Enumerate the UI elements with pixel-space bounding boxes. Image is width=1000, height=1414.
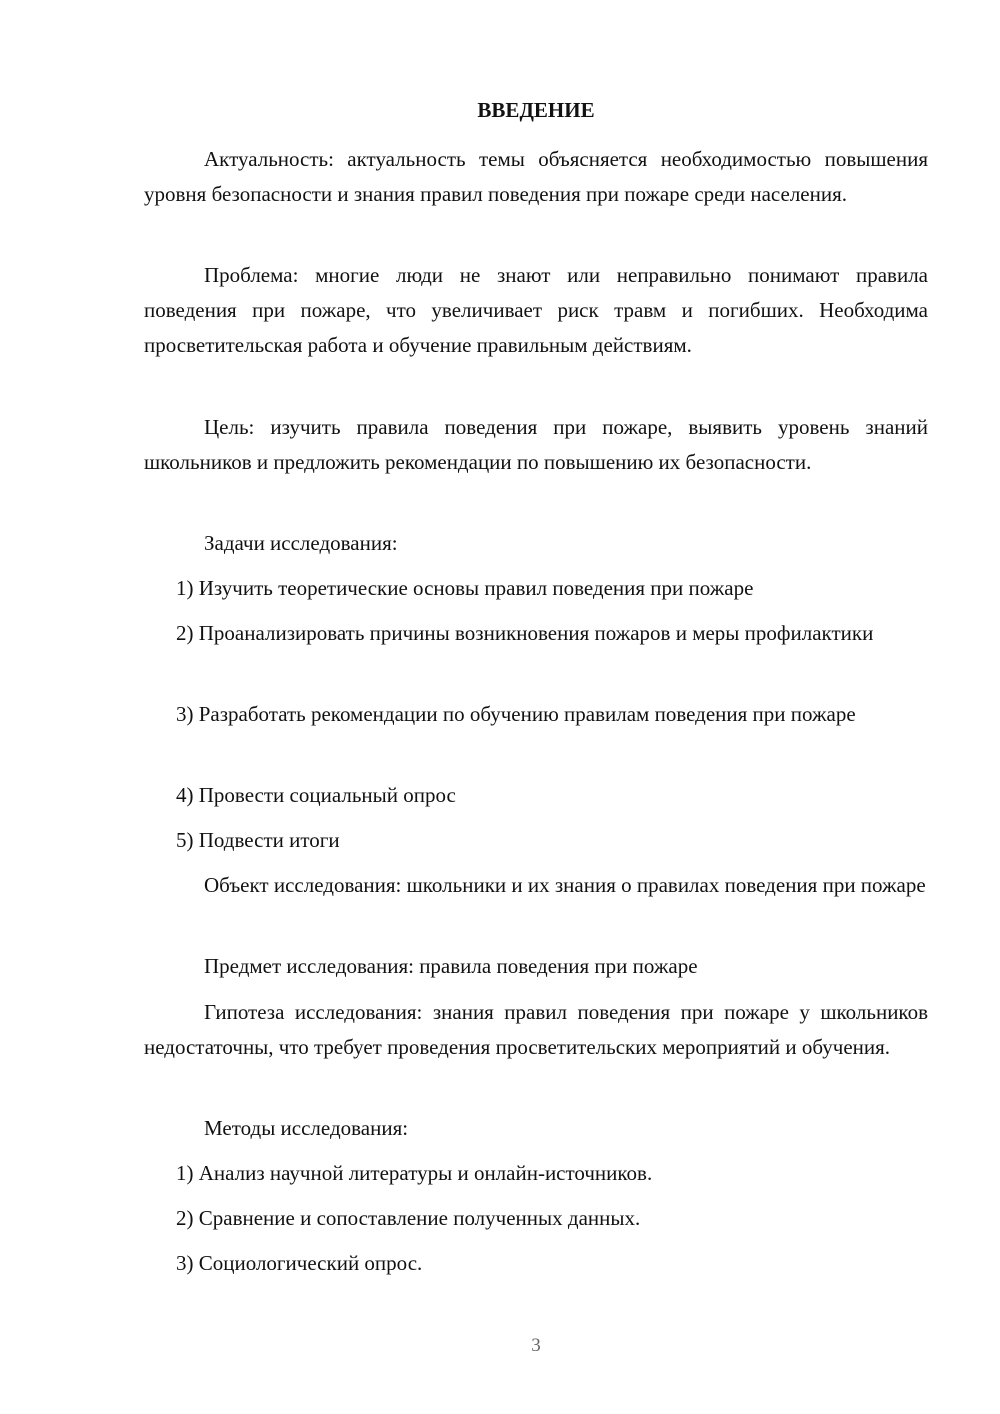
method-item: 3) Социологический опрос. bbox=[176, 1251, 423, 1275]
task-item: 3) Разработать рекомендации по обучению правилам поведения при пожаре bbox=[176, 702, 856, 726]
method-item: 2) Сравнение и сопоставление полученных данных. bbox=[176, 1206, 641, 1230]
task-item: 5) Подвести итоги bbox=[176, 828, 340, 852]
method-item: 1) Анализ научной литературы и онлайн-источников. bbox=[176, 1161, 653, 1185]
task-item: 4) Провести социальный опрос bbox=[176, 783, 456, 807]
methods-heading: Методы исследования: bbox=[204, 1116, 409, 1140]
object-paragraph: Объект исследования: школьники и их знания о правилах поведения при пожаре bbox=[204, 873, 926, 897]
goal-paragraph: Цель: изучить правила поведения при пожаре, выявить уровень знаний школьников и предложить рекомендации по повышению их безопасности. bbox=[144, 415, 928, 474]
problem-paragraph: Проблема: многие люди не знают или неправильно понимают правила поведения при пожаре, что увеличивает риск травм и погибших. Необходима просветительская работа и обучение правильным действиям. bbox=[144, 263, 928, 357]
section-heading: ВВЕДЕНИЕ bbox=[477, 98, 595, 122]
hypothesis-paragraph: Гипотеза исследования: знания правил поведения при пожаре у школьников недостаточны, что требует проведения просветительских мероприятий и обучения. bbox=[144, 1000, 928, 1059]
task-item: 2) Проанализировать причины возникновения пожаров и меры профилактики bbox=[176, 621, 874, 645]
page-number: 3 bbox=[531, 1335, 541, 1356]
relevance-paragraph: Актуальность: актуальность темы объясняется необходимостью повышения уровня безопасности и знания правил поведения при пожаре среди населения. bbox=[144, 147, 928, 206]
subject-paragraph: Предмет исследования: правила поведения при пожаре bbox=[204, 954, 698, 978]
tasks-heading: Задачи исследования: bbox=[204, 531, 398, 555]
task-item: 1) Изучить теоретические основы правил поведения при пожаре bbox=[176, 576, 754, 600]
